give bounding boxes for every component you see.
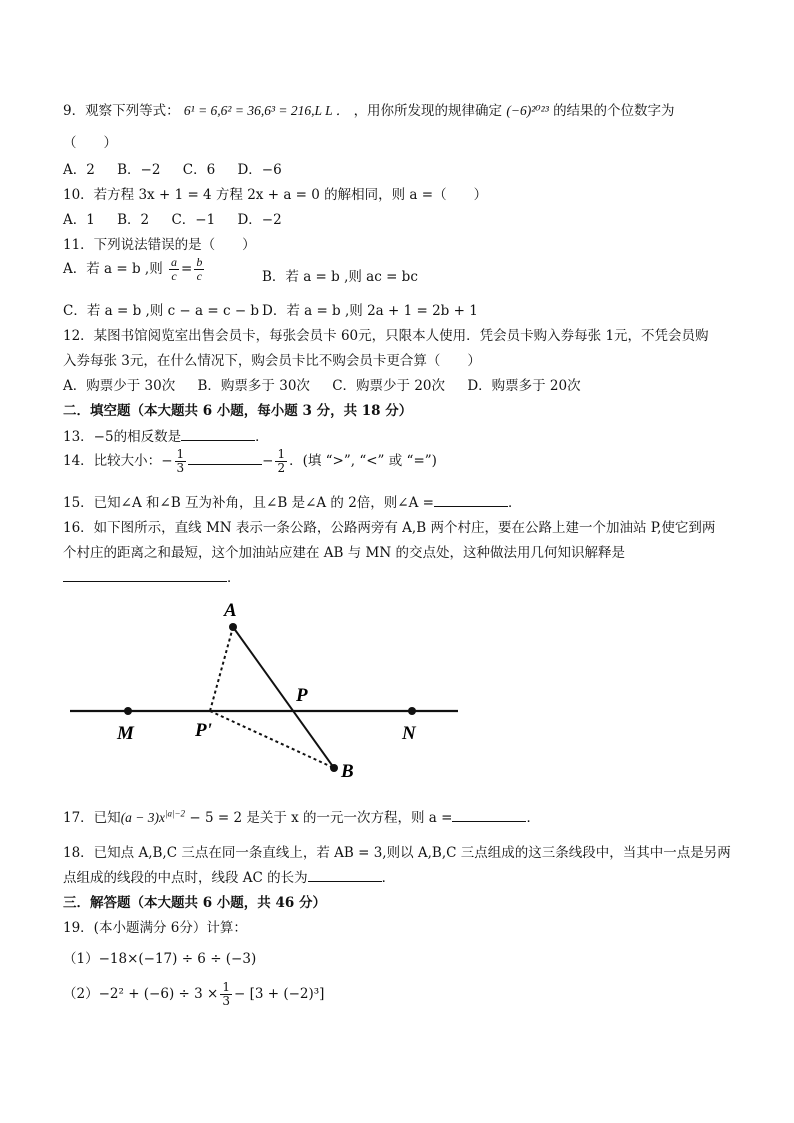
q11-option-a-text: A．若 a = b ,则	[63, 261, 163, 277]
dotted-ap-prime	[210, 627, 233, 711]
label-m: M	[117, 723, 134, 744]
q16-line2: 个村庄的距离之和最短，这个加油站应建在 AB 与 MN 的交点处，这种做法用几何知识解释是	[63, 545, 625, 561]
q9-text-end: 的结果的个位数字为	[553, 103, 675, 119]
q17-text: − 5 = 2 是关于 x 的一元一次方程，则 a =	[185, 810, 453, 826]
q9-line1	[63, 99, 675, 119]
q13-answer-blank[interactable]	[181, 426, 255, 441]
q17-exponent: |a|−2	[165, 808, 186, 819]
q11-fraction-b-over-c: $\frac{b}{c}$	[196, 255, 203, 283]
q14: 14．比较大小：− $\frac{1}{3}$ − $\frac{1}{2}$ ．(填 “>”, “<” 或 “=”)	[63, 447, 437, 475]
q17-expression: (a − 3)x	[120, 810, 166, 825]
section-2-heading: 二．填空题（本大题共 6 小题，每小题 3 分，共 18 分）	[63, 403, 413, 419]
q18-line1: 18．已知点 A,B,C 三点在同一条直线上，若 AB = 3,则以 A,B,C 三点组成的这三条线段中，当其中一点是另两	[63, 845, 731, 861]
q10-options	[63, 208, 300, 228]
point-m	[124, 707, 132, 715]
point-a	[229, 623, 237, 631]
q16-answer	[63, 566, 241, 586]
q12-option-a: A．购票少于 30次	[63, 378, 176, 394]
q13-period: ．	[255, 429, 269, 445]
q19-part2-text: （2）−2² + (−6) ÷ 3 ×	[63, 986, 219, 1002]
q16-answer-blank[interactable]	[63, 567, 227, 582]
q14-fraction-one-half: $\frac{1}{2}$	[277, 447, 286, 475]
q11-text: 11．下列说法错误的是（ ）	[63, 237, 256, 253]
q9-option-d: D．−6	[237, 162, 282, 178]
label-p: P	[296, 685, 308, 706]
q9-prefix: 9．观察下列等式：	[63, 103, 180, 119]
q11-option-b: B．若 a = b ,则 ac = bc	[262, 269, 418, 285]
q12-option-c: C．购票少于 20次	[332, 378, 446, 394]
q19-text: 19．(本小题满分 6分）计算：	[63, 920, 247, 936]
q12-line1: 12．某图书馆阅览室出售会员卡，每张会员卡 60元，只限本人使用．凭会员卡购入券每张 1元，不凭会员购	[63, 328, 709, 344]
q9-option-b: B．−2	[117, 162, 161, 178]
q18-line2-text: 点组成的线段的中点时，线段 AC 的长为	[63, 870, 308, 886]
q10-option-b: B．2	[117, 212, 150, 228]
q14-answer-blank[interactable]	[188, 450, 262, 465]
point-n	[408, 707, 416, 715]
q19-part2	[63, 981, 324, 1008]
q9-option-c: C．6	[182, 162, 216, 178]
q18-period: ．	[381, 870, 396, 886]
q9-text: ，用你所发现的规律确定	[353, 103, 503, 119]
q12-line2: 入券每张 3元，在什么情况下，购会员卡比不购会员卡更合算（ ）	[63, 353, 481, 369]
q18-line2	[63, 866, 395, 886]
q10-text: 10．若方程 3x + 1 = 4 方程 2x + a = 0 的解相同，则 a =（ ）	[63, 187, 488, 203]
q10-option-a: A．1	[63, 212, 95, 228]
q15-period: ．	[507, 495, 522, 511]
q9-expression: (−6)²⁰²³	[506, 103, 549, 118]
q11-fraction-a-over-c: $\frac{a}{c}$	[171, 255, 178, 283]
q13-text: 13．−5的相反数是	[63, 429, 182, 445]
q9-equations: 6¹ = 6,6² = 36,6³ = 216,L L ．	[183, 103, 350, 118]
q12-option-b: B．购票多于 30次	[197, 378, 310, 394]
q17-prefix: 17．已知	[63, 810, 121, 826]
q12-option-d: D．购票多于 20次	[467, 378, 581, 394]
q14-hint: ．(填 “>”, “<” 或 “=”)	[289, 453, 437, 469]
q9-options	[63, 158, 300, 178]
q9-option-a: A．2	[63, 162, 95, 178]
section-3-heading: 三．解答题（本大题共 6 小题，共 46 分）	[63, 895, 326, 911]
q19-part2-bracket: − [3 + (−2)³]	[233, 986, 325, 1002]
q19-part1: （1）−18×(−17) ÷ 6 ÷ (−3)	[63, 951, 257, 967]
q17	[63, 806, 540, 826]
label-a: A	[224, 600, 237, 621]
q10-option-c: C．−1	[171, 212, 216, 228]
geometry-figure	[0, 590, 794, 810]
q11-option-d: D．若 a = b ,则 2a + 1 = 2b + 1	[262, 303, 478, 319]
dotted-p-prime-b	[210, 711, 334, 768]
q14-fraction-one-third: $\frac{1}{3}$	[176, 447, 185, 475]
q17-answer-blank[interactable]	[452, 807, 526, 822]
q11-option-c: C．若 a = b ,则 c − a = c − b	[63, 303, 260, 319]
label-b: B	[341, 761, 354, 782]
label-p-prime: P'	[195, 720, 212, 741]
segment-ab	[233, 627, 334, 768]
q14-text: 14．比较大小：	[63, 453, 162, 469]
q9-answer-paren: （ ）	[63, 135, 117, 151]
q15	[63, 491, 521, 511]
q11-option-a: A．若 a = b ,则 $\frac{a}{c}$ = $\frac{b}{c}$	[63, 255, 203, 283]
q10-option-d: D．−2	[237, 212, 282, 228]
q17-period: ．	[526, 810, 540, 826]
q16-period: ．	[227, 570, 241, 586]
q18-answer-blank[interactable]	[308, 867, 382, 882]
q15-text: 15．已知∠A 和∠B 互为补角，且∠B 是∠A 的 2倍，则∠A =	[63, 495, 434, 511]
q16-line1: 16．如下图所示，直线 MN 表示一条公路，公路两旁有 A,B 两个村庄，要在公路上建一个加油站 P,使它到两	[63, 520, 716, 536]
q15-answer-blank[interactable]	[434, 492, 508, 507]
q19-fraction-one-third: $\frac{1}{3}$	[222, 980, 230, 1008]
point-b	[330, 764, 338, 772]
label-n: N	[402, 723, 416, 744]
q13	[63, 425, 269, 445]
q12-options	[63, 374, 599, 394]
